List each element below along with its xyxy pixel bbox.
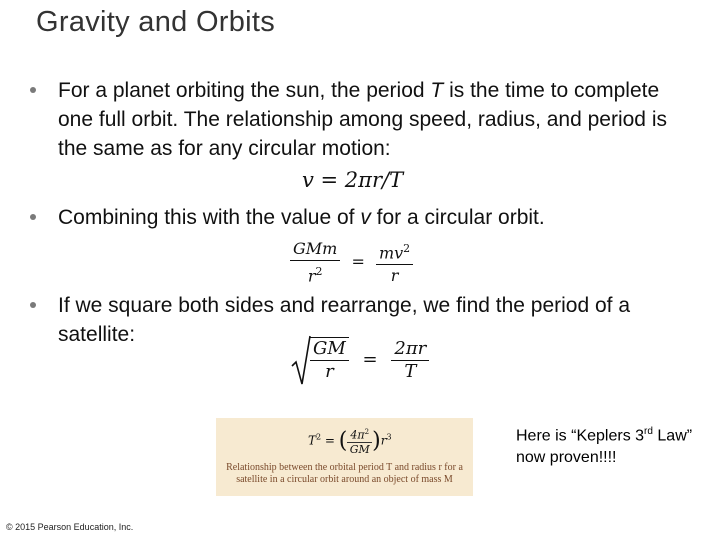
equation-period-root: $\frac{GM}{r}$ = $\frac{2\pi r}{T}$ xyxy=(290,332,429,388)
bullet-text: If we square both sides and rearrange, we find the period of a satellite: xyxy=(58,294,631,346)
inset-caption: Relationship between the orbital period T and radius r for a satellite in a circular orbit around an object of mass M xyxy=(226,462,463,485)
inset-equation: $T^2$ = ( $\frac{4\pi^2}{GM}$ )$r^3$ xyxy=(308,428,392,456)
bullet-item-1 xyxy=(30,76,670,166)
bullet-text: For a planet orbiting the sun, the period T is the time to complete one full orbit. The relationship among speed, radius, and period is the same as for any circular motion: xyxy=(58,79,667,160)
slide-title: Gravity and Orbits xyxy=(36,6,276,38)
square-root-icon xyxy=(290,332,312,388)
bullet-icon xyxy=(30,214,36,220)
bullet-icon xyxy=(30,302,36,308)
equation-force-balance: $\frac{\text{GMm}}{r^2}$ = $\frac{mv^2}{r}$ xyxy=(290,238,413,287)
equation-velocity: v = 2πr/T xyxy=(302,168,404,192)
kepler-law-inset xyxy=(216,418,473,496)
bullet-icon xyxy=(30,87,36,93)
bullet-text: Combining this with the value of v for a circular orbit. xyxy=(58,206,545,229)
bullet-item-2 xyxy=(30,203,670,233)
kepler-side-note: Here is “Keplers 3rd Law” now proven!!!! xyxy=(516,426,693,467)
copyright-notice: © 2015 Pearson Education, Inc. xyxy=(6,522,134,532)
